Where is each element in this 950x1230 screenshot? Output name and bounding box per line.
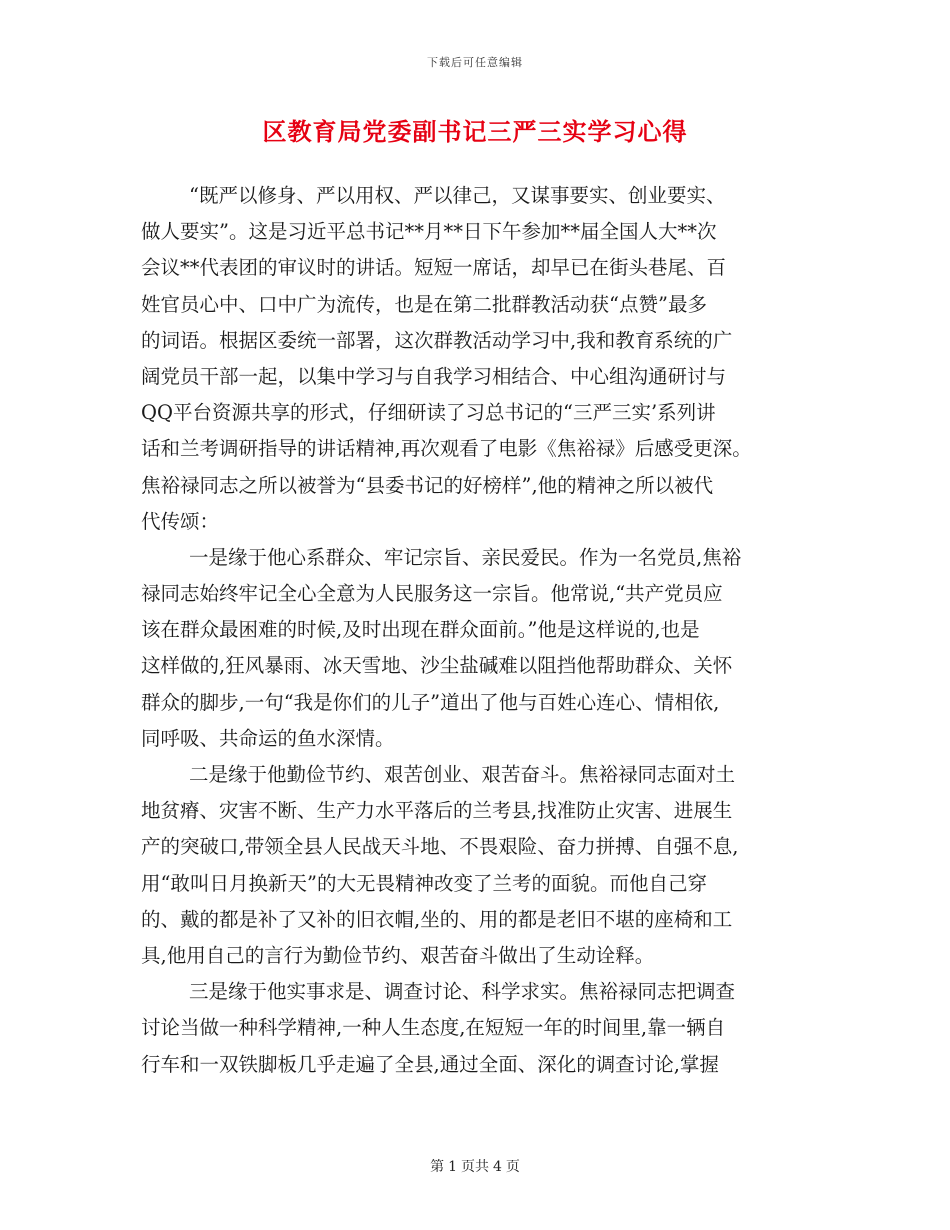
footer-suffix: 页	[505, 1159, 520, 1175]
body-line: 三是缘于他实事求是、调查讨论、科学求实。焦裕禄同志把调查	[189, 980, 736, 1004]
page-footer	[0, 1156, 950, 1176]
body-line: 的词语。根据区委统一部署，这次群教活动学习中,我和教育系统的广	[141, 328, 733, 352]
footer-prefix: 第	[430, 1159, 445, 1175]
body-line: 同呼吸、共命运的鱼水深情。	[141, 726, 395, 750]
body-line: 阔党员干部一起，以集中学习与自我学习相结合、中心组沟通研讨与	[141, 364, 727, 388]
document-title: 区教育局党委副书记三严三实学习心得	[262, 117, 688, 146]
body-line: 话和兰考调研指导的讲话精神,再次观看了电影《焦裕禄》后感受更深。	[141, 437, 752, 461]
footer-current-page: 1	[448, 1159, 457, 1175]
body-line: 会议**代表团的审议时的讲话。短短一席话，却早已在街头巷尾、百	[141, 256, 727, 280]
body-line: 产的突破口,带领全县人民战天斗地、不畏艰险、奋力拼搏、自强不息,	[141, 835, 739, 859]
body-line: 姓官员心中、口中广为流传，也是在第二批群教活动获“点赞”最多	[141, 292, 707, 316]
body-line: 用“敢叫日月换新天”的大无畏精神改变了兰考的面貌。而他自己穿	[141, 871, 707, 895]
body-line: 禄同志始终牢记全心全意为人民服务这一宗旨。他常说,“共产党员应	[141, 582, 723, 606]
body-line: 行车和一双铁脚板几乎走遍了全县,通过全面、深化的调查讨论,掌握	[141, 1052, 719, 1076]
body-line: 二是缘于他勤俭节约、艰苦创业、艰苦奋斗。焦裕禄同志面对土	[189, 763, 736, 786]
document-body	[141, 178, 813, 1083]
body-line: 该在群众最困难的时候,及时出现在群众面前。”他是这样说的,也是	[141, 618, 700, 642]
body-line: 焦裕禄同志之所以被誉为“县委书记的好榜样”,他的精神之所以被代	[141, 473, 714, 497]
body-line: 具,他用自己的言行为勤俭节约、艰苦奋斗做出了生动诠释。	[141, 943, 655, 967]
body-line: 地贫瘠、灾害不断、生产力水平落后的兰考县,找准防止灾害、进展生	[141, 799, 733, 823]
footer-middle: 页共	[461, 1159, 489, 1175]
body-line: QQ平台资源共享的形式，仔细研读了习总书记的“三严三实’系列讲	[141, 401, 716, 425]
footer-total-pages: 4	[493, 1159, 502, 1175]
body-line: 的、戴的都是补了又补的旧衣帽,坐的、用的都是老旧不堪的座椅和工	[141, 907, 733, 931]
body-line: 这样做的,狂风暴雨、冰天雪地、沙尘盐碱难以阻挡他帮助群众、关怀	[141, 654, 733, 678]
body-line: 做人要实”。这是习近平总书记**月**日下午参加**届全国人大**次	[141, 220, 717, 244]
body-line: “既严以修身、严以用权、严以律己，又谋事要实、创业要实、	[189, 184, 726, 207]
body-line: 群众的脚步,一句“我是你们的儿子”道出了他与百姓心连心、情相依,	[141, 690, 720, 714]
body-line: 代传颂：	[141, 509, 220, 533]
header-note: 下载后可任意编辑	[427, 56, 523, 69]
body-line: 讨论当做一种科学精神,一种人生态度,在短短一年的时间里,靠一辆自	[141, 1016, 726, 1040]
body-line: 一是缘于他心系群众、牢记宗旨、亲民爱民。作为一名党员,焦裕	[189, 545, 742, 569]
